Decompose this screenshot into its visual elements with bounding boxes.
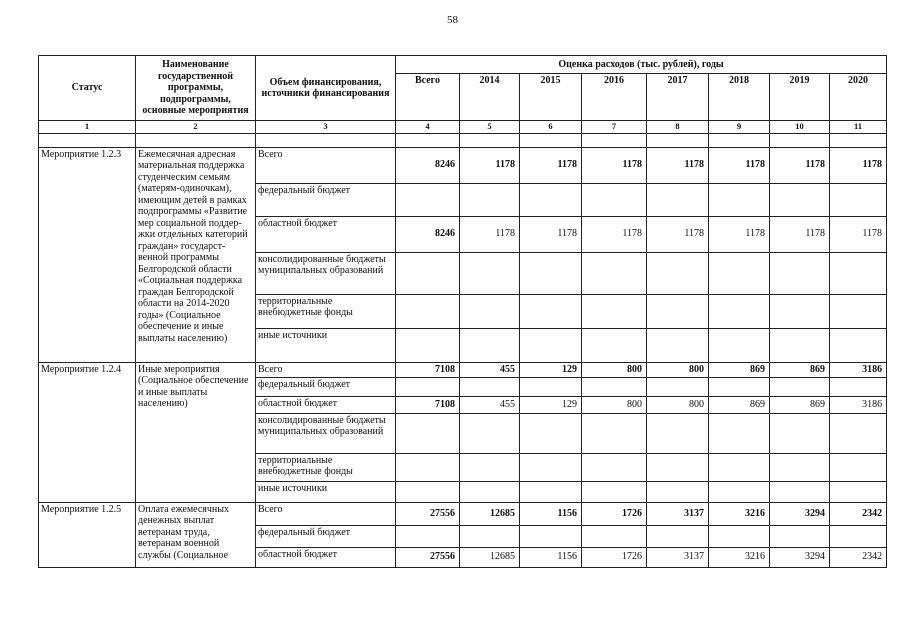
header-name: Наименование государственной программы, подпрограммы, основные мероприятия: [136, 56, 256, 121]
column-number: 9: [709, 121, 770, 134]
value-cell: 1178: [582, 147, 647, 183]
source-label: иные источники: [256, 481, 396, 502]
value-cell: 455: [460, 362, 520, 377]
value-cell: 129: [520, 362, 582, 377]
value-cell: 1156: [520, 502, 582, 525]
status-cell: Мероприятие 1.2.5: [39, 502, 136, 567]
value-cell: 3137: [647, 547, 709, 567]
measure-name: Ежемесячная адресная материальная поддержка студенческим семьям (матерям-одиночкам), имеющим детей в рамках подпрограммы «Развитие мер социальной поддер-жки отдельных категорий граждан» государст-венной программы Белгородской области «Социальная поддержка граждан Белгородской области на 2014-2020 годы» (Социальное обеспечение и иные выплаты населению): [136, 147, 256, 362]
value-cell: 1178: [647, 147, 709, 183]
value-cell: 3137: [647, 502, 709, 525]
value-cell: 1178: [460, 147, 520, 183]
column-number: 11: [830, 121, 887, 134]
header-year: Всего: [396, 74, 460, 121]
column-number: 10: [770, 121, 830, 134]
source-label: областной бюджет: [256, 547, 396, 567]
value-cell: 869: [709, 396, 770, 413]
column-number: 4: [396, 121, 460, 134]
header-source: Объем финансирования, источники финансирования: [256, 56, 396, 121]
measure-name: Оплата ежемесячных денежных выплат ветеранам труда, ветеранам военной службы (Социальное: [136, 502, 256, 567]
value-cell: 8246: [396, 147, 460, 183]
column-number: 6: [520, 121, 582, 134]
header-year: 2017: [647, 74, 709, 121]
value-cell: 8246: [396, 216, 460, 252]
value-cell: 3294: [770, 547, 830, 567]
column-number: 3: [256, 121, 396, 134]
value-cell: 3216: [709, 502, 770, 525]
value-cell: 869: [709, 362, 770, 377]
value-cell: 27556: [396, 502, 460, 525]
value-cell: 12685: [460, 547, 520, 567]
value-cell: 1178: [830, 147, 887, 183]
value-cell: 2342: [830, 547, 887, 567]
value-cell: 1178: [582, 216, 647, 252]
column-number: 7: [582, 121, 647, 134]
value-cell: 1726: [582, 502, 647, 525]
page-number: 58: [447, 14, 458, 26]
source-label: областной бюджет: [256, 216, 396, 252]
column-number: 2: [136, 121, 256, 134]
header-year: 2015: [520, 74, 582, 121]
value-cell: 1726: [582, 547, 647, 567]
value-cell: 3294: [770, 502, 830, 525]
header-status: Статус: [39, 56, 136, 121]
source-label: Всего: [256, 362, 396, 377]
source-label: территориальные внебюджетные фонды: [256, 453, 396, 481]
value-cell: 869: [770, 396, 830, 413]
value-cell: 7108: [396, 396, 460, 413]
source-label: консолидированные бюджеты муниципальных образований: [256, 252, 396, 294]
source-label: федеральный бюджет: [256, 525, 396, 547]
value-cell: 3216: [709, 547, 770, 567]
value-cell: 3186: [830, 396, 887, 413]
source-label: Всего: [256, 502, 396, 525]
column-number: 5: [460, 121, 520, 134]
value-cell: 12685: [460, 502, 520, 525]
budget-table: [38, 55, 887, 568]
value-cell: 1178: [647, 216, 709, 252]
source-label: федеральный бюджет: [256, 377, 396, 396]
value-cell: 1178: [520, 147, 582, 183]
value-cell: 1178: [709, 147, 770, 183]
header-year: 2014: [460, 74, 520, 121]
value-cell: 7108: [396, 362, 460, 377]
value-cell: 1178: [709, 216, 770, 252]
source-label: областной бюджет: [256, 396, 396, 413]
source-label: территориальные внебюджетные фонды: [256, 294, 396, 328]
value-cell: 800: [647, 396, 709, 413]
value-cell: 800: [582, 362, 647, 377]
value-cell: 2342: [830, 502, 887, 525]
value-cell: 27556: [396, 547, 460, 567]
value-cell: 869: [770, 362, 830, 377]
value-cell: 3186: [830, 362, 887, 377]
source-label: иные источники: [256, 328, 396, 362]
column-number: 1: [39, 121, 136, 134]
value-cell: 1178: [770, 147, 830, 183]
value-cell: 129: [520, 396, 582, 413]
column-number: 8: [647, 121, 709, 134]
status-cell: Мероприятие 1.2.3: [39, 147, 136, 362]
value-cell: 1178: [830, 216, 887, 252]
status-cell: Мероприятие 1.2.4: [39, 362, 136, 502]
header-estimate: Оценка расходов (тыс. рублей), годы: [396, 56, 887, 74]
source-label: федеральный бюджет: [256, 183, 396, 216]
header-year: 2019: [770, 74, 830, 121]
value-cell: 800: [582, 396, 647, 413]
value-cell: 1178: [520, 216, 582, 252]
header-year: 2020: [830, 74, 887, 121]
value-cell: 800: [647, 362, 709, 377]
source-label: консолидированные бюджеты муниципальных образований: [256, 413, 396, 453]
value-cell: 1156: [520, 547, 582, 567]
value-cell: 455: [460, 396, 520, 413]
value-cell: 1178: [770, 216, 830, 252]
source-label: Всего: [256, 147, 396, 183]
value-cell: 1178: [460, 216, 520, 252]
header-year: 2018: [709, 74, 770, 121]
header-year: 2016: [582, 74, 647, 121]
measure-name: Иные мероприятия (Социальное обеспечение и иные выплаты населению): [136, 362, 256, 502]
